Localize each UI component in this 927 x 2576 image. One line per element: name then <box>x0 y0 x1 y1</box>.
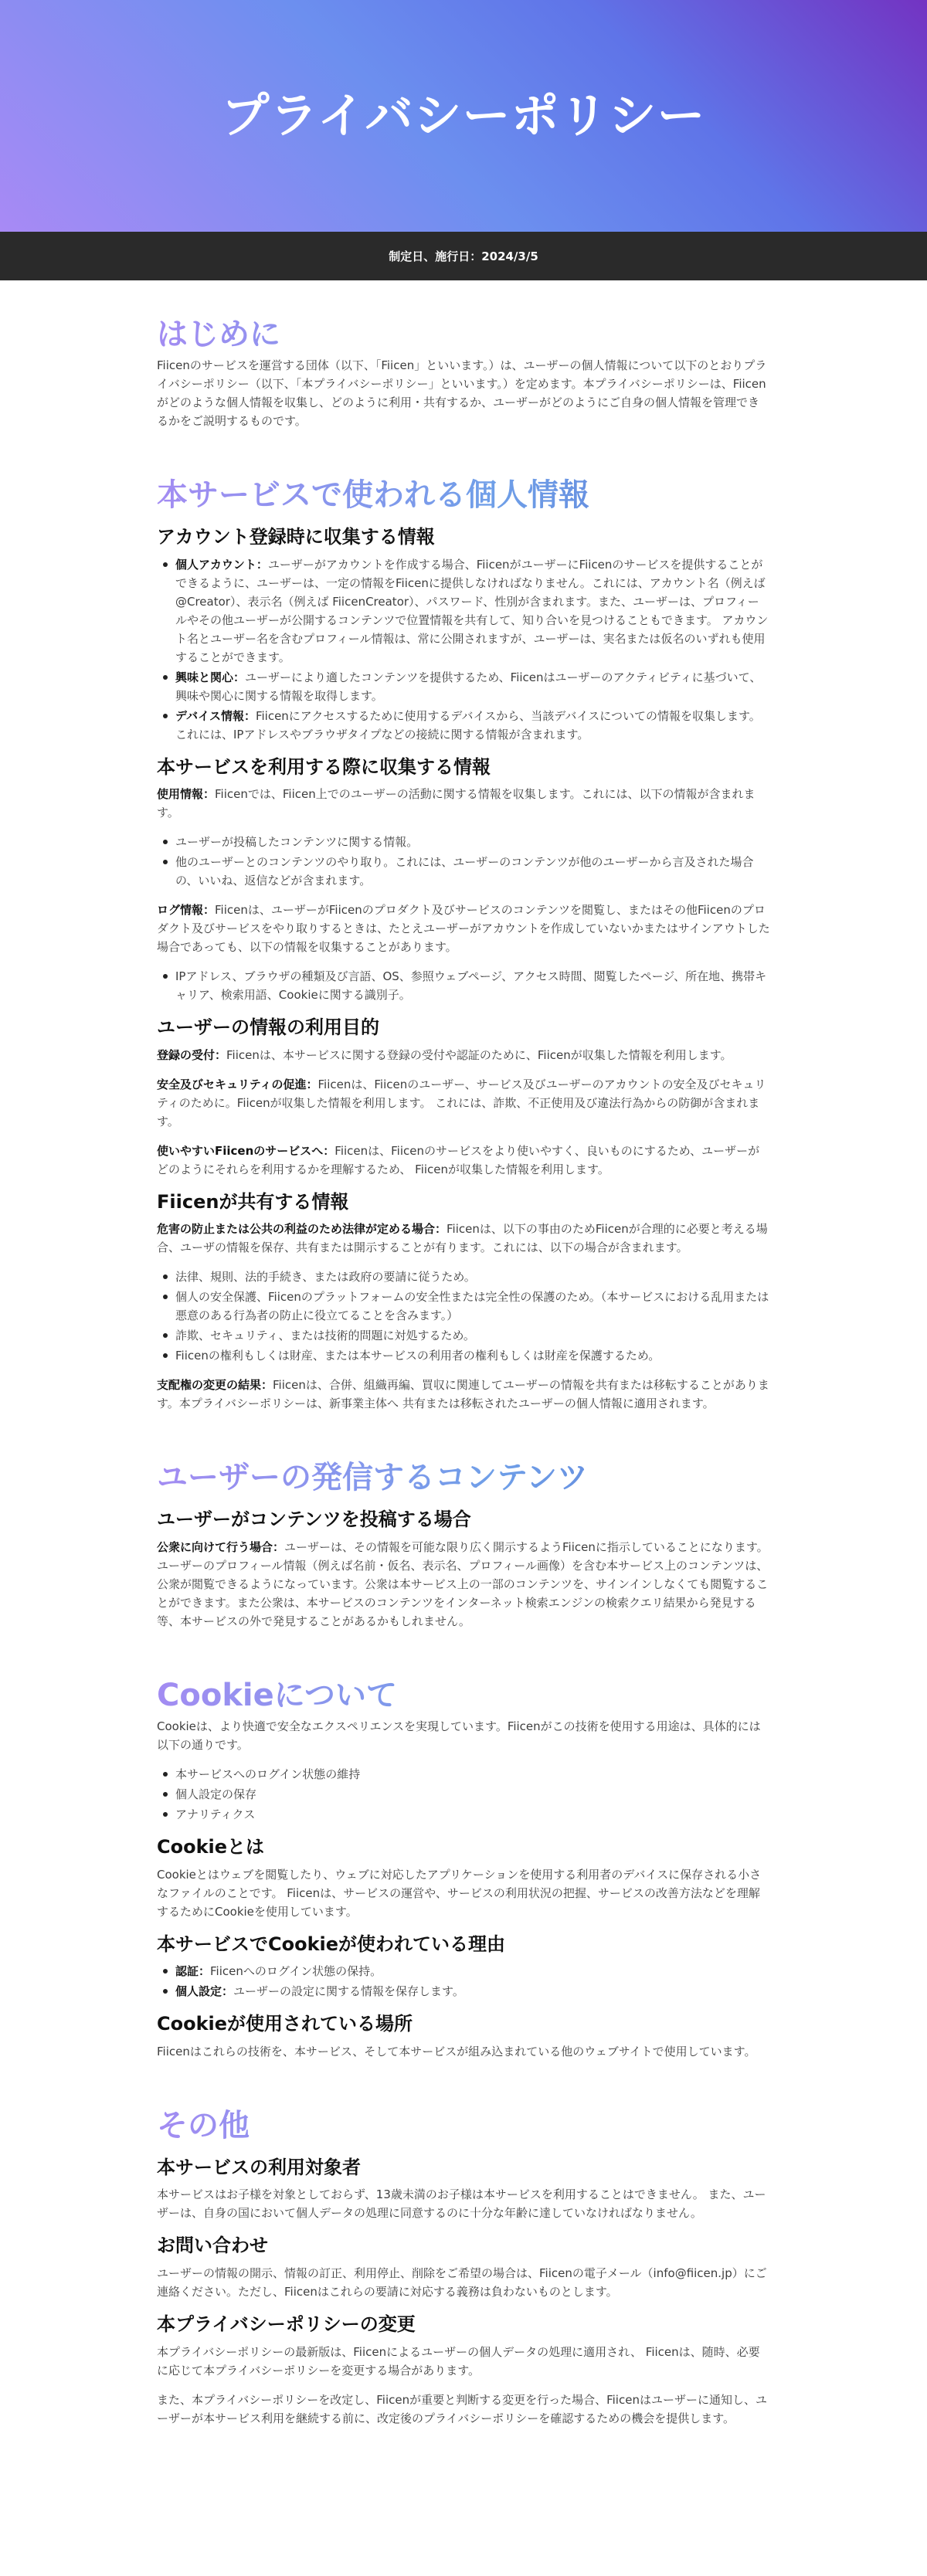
heading-usage-info: 本サービスを利用する際に収集する情報 <box>157 755 491 778</box>
policy-content <box>157 280 770 2435</box>
heading-cookie-where: Cookieが使用されている場所 <box>157 2013 413 2035</box>
sharing-legal: 危害の防止または公共の利益のため法律が定める場合：Fiicenは、以下の事由のためFiicenが合理的に必要と考える場合、ユーザの情報を保存、共有または開示することが有ります。これには、以下の場合が含まれます。 <box>157 1222 768 1255</box>
heading-contact: お問い合わせ <box>157 2235 268 2257</box>
list-item: 個人の安全保護、Fiicenのプラットフォームの安全性または完全性の保護のため。（本サービスにおける乱用または悪意のある行為者の防止に役立てることを含みます。） <box>157 1288 770 1325</box>
policy-changes-paragraph-2: また、本プライバシーポリシーを改定し、Fiicenが重要と判断する変更を行った場合、Fiicenはユーザーに通知し、ユーザーが本サービス利用を継続する前に、改定後のプライバシーポリシーを確認するための機会を提供します。 <box>157 2392 767 2425</box>
list-item: 法律、規則、法的手続き、または政府の要請に従うため。 <box>157 1268 770 1286</box>
heading-sharing: Fiicenが共有する情報 <box>157 1190 349 1213</box>
heading-signup-info: アカウント登録時に収集する情報 <box>157 526 435 548</box>
posting-paragraph: 公衆に向けて行う場合：ユーザーは、その情報を可能な限り広く開示するようFiicenに指示していることになります。ユーザーのプロフィール情報（例えば名前・仮名、表示名、プロフィール画像）を含む本サービス上のコンテンツは、公衆が閲覧できるようになっています。公衆は本サービス上の一部のコンテンツを、サインインしなくても閲覧することができます。また公衆は、本サービスのコンテンツをインターネット検索エンジンの検索クエリ結果から発見する等、本サービスの外で発見することがあるかもしれません。 <box>157 1539 769 1628</box>
target-users-paragraph: 本サービスはお子様を対象としておらず、13歳未満のお子様は本サービスを利用することはできません。 また、ユーザーは、自身の国において個人データの処理に同意するのに十分な年齢に達していなければなりません。 <box>157 2187 766 2221</box>
list-item: 個人設定の保存 <box>157 1785 770 1804</box>
list-item: 個人アカウント：ユーザーがアカウントを作成する場合、FiicenがユーザーにFiicenのサービスを提供することができるように、ユーザーは、一定の情報をFiicenに提供しなければなりません。これには、アカウント名（例えば @Creator）、表示名（例えば FiicenCreator）、パスワード、性別が含まれます。また、ユーザーは、プロフィールやその他ユーザーが公開するコンテンツで位置情報を共有して、知り合いを見つけることもできます。 アカウント名とユーザー名を含むプロフィール情報は、常に公開されますが、ユーザーは、実名または仮名のいずれも使用することができます。 <box>157 555 770 667</box>
purpose-usability: 使いやすいFiicenのサービスへ：Fiicenは、Fiicenのサービスをより使いやすく、良いものにするため、ユーザーがどのようにそれらを利用するかを理解するため、 Fiicenが収集した情報を利用します。 <box>157 1143 760 1176</box>
heading-policy-changes: 本プライバシーポリシーの変更 <box>157 2313 416 2335</box>
list-item: Fiicenの権利もしくは財産、または本サービスの利用者の権利もしくは財産を保護するため。 <box>157 1346 770 1365</box>
list-item: IPアドレス、ブラウザの種類及び言語、OS、参照ウェブページ、アクセス時間、閲覧したページ、所在地、携帯キャリア、検索用語、Cookieに関する識別子。 <box>157 967 770 1004</box>
list-item: 興味と関心：ユーザーにより適したコンテンツを提供するため、Fiicenはユーザーのアクティビティに基づいて、興味や関心に関する情報を取得します。 <box>157 668 770 705</box>
cookie-intro: Cookieは、より快適で安全なエクスペリエンスを実現しています。Fiicenがこの技術を使用する用途は、具体的には以下の通りです。 <box>157 1719 761 1752</box>
list-item: デバイス情報：Fiicenにアクセスするために使用するデバイスから、当該デバイスについての情報を収集します。これには、IPアドレスやブラウザタイプなどの接続に関する情報が含まれます。 <box>157 707 770 744</box>
purpose-registration: 登録の受付：Fiicenは、本サービスに関する登録の受付や認証のために、Fiicenが収集した情報を利用します。 <box>157 1047 732 1062</box>
heading-cookie-why: 本サービスでCookieが使われている理由 <box>157 1933 506 1955</box>
policy-changes-paragraph-1: 本プライバシーポリシーの最新版は、Fiicenによるユーザーの個人データの処理に適用され、 Fiicenは、随時、必要に応じて本プライバシーポリシーを変更する場合があります。 <box>157 2344 760 2377</box>
signup-info-list <box>157 555 770 744</box>
log-paragraph: ログ情報：Fiicenは、ユーザーがFiicenのプロダクト及びサービスのコンテンツを閲覧し、またはその他Fiicenのプロダクト及びサービスをやり取りするときは、たとえユーザーがアカウントを作成していないかまたはサインアウトした場合であっても、以下の情報を収集することがあります。 <box>157 903 770 955</box>
page-title: プライバシーポリシー <box>221 87 706 144</box>
list-item: 他のユーザーとのコンテンツのやり取り。これには、ユーザーのコンテンツが他のユーザーから言及された場合の、いいね、返信などが含まれます。 <box>157 853 770 890</box>
section-intro <box>157 314 770 430</box>
list-item: 個人設定：ユーザーの設定に関する情報を保存します。 <box>157 1982 770 2001</box>
cookie-where-paragraph: Fiicenはこれらの技術を、本サービス、そして本サービスが組み込まれている他のウェブサイトで使用しています。 <box>157 2044 756 2058</box>
purpose-security: 安全及びセキュリティの促進：Fiicenは、Fiicenのユーザー、サービス及びユーザーのアカウントの安全及びセキュリティのために。Fiicenが収集した情報を利用します。 これには、詐欺、不正使用及び違法行為からの防御が含まれます。 <box>157 1077 766 1128</box>
section-title-personal-info: 本サービスで使われる個人情報 <box>157 475 770 515</box>
effective-date: 制定日、施行日：2024/3/5 <box>389 249 538 263</box>
intro-paragraph: Fiicenのサービスを運営する団体（以下、「Fiicen」といいます。）は、ユーザーの個人情報について以下のとおりプライバシーポリシー（以下、「本プライバシーポリシー」といいます。）を定めます。本プライバシーポリシーは、Fiicenがどのような個人情報を収集し、どのように利用・共有するか、ユーザーがどのようにご自身の個人情報を管理できるかをご説明するものです。 <box>157 358 767 428</box>
section-title-other: その他 <box>157 2106 770 2146</box>
usage-paragraph: 使用情報：Fiicenでは、Fiicen上でのユーザーの活動に関する情報を収集します。これには、以下の情報が含まれます。 <box>157 787 756 820</box>
list-item: 認証：Fiicenへのログイン状態の保持。 <box>157 1962 770 1980</box>
cookie-what-paragraph: Cookieとはウェブを閲覧したり、ウェブに対応したアプリケーションを使用する利用者のデバイスに保存される小さなファイルのことです。 Fiicenは、サービスの運営や、サービスの利用状況の把握、サービスの改善方法などを理解するためにCookieを使用しています。 <box>157 1867 762 1919</box>
list-item: アナリティクス <box>157 1805 770 1824</box>
heading-target-users: 本サービスの利用対象者 <box>157 2156 361 2178</box>
section-personal-info <box>157 475 770 1413</box>
list-item: ユーザーが投稿したコンテンツに関する情報。 <box>157 833 770 851</box>
section-title-cookie: Cookieについて <box>157 1675 770 1716</box>
heading-cookie-what: Cookieとは <box>157 1835 265 1858</box>
section-cookie <box>157 1675 770 2061</box>
section-title-intro: はじめに <box>157 314 770 355</box>
cookie-why-list <box>157 1962 770 2001</box>
section-other <box>157 2106 770 2428</box>
cookie-uses-list <box>157 1765 770 1824</box>
contact-paragraph: ユーザーの情報の開示、情報の訂正、利用停止、削除をご希望の場合は、Fiicenの電子メール（info@fiicen.jp）にご連絡ください。ただし、Fiicenはこれらの要請に対応する義務は負わないものとします。 <box>157 2265 767 2299</box>
sharing-list <box>157 1268 770 1365</box>
sharing-control-change: 支配権の変更の結果：Fiicenは、合併、組織再編、買収に関連してユーザーの情報を共有または移転することがあります。本プライバシーポリシーは、新事業主体へ 共有または移転されたユーザーの個人情報に適用されます。 <box>157 1378 769 1411</box>
heading-posting: ユーザーがコンテンツを投稿する場合 <box>157 1509 471 1531</box>
section-title-user-content: ユーザーの発信するコンテンツ <box>157 1458 770 1498</box>
log-info-list <box>157 967 770 1004</box>
list-item: 本サービスへのログイン状態の維持 <box>157 1765 770 1784</box>
effective-date-bar <box>0 232 927 280</box>
heading-purpose: ユーザーの情報の利用目的 <box>157 1016 379 1039</box>
list-item: 詐欺、セキュリティ、または技術的問題に対処するため。 <box>157 1326 770 1345</box>
hero-banner <box>0 0 927 232</box>
usage-info-list <box>157 833 770 890</box>
section-user-content <box>157 1458 770 1631</box>
